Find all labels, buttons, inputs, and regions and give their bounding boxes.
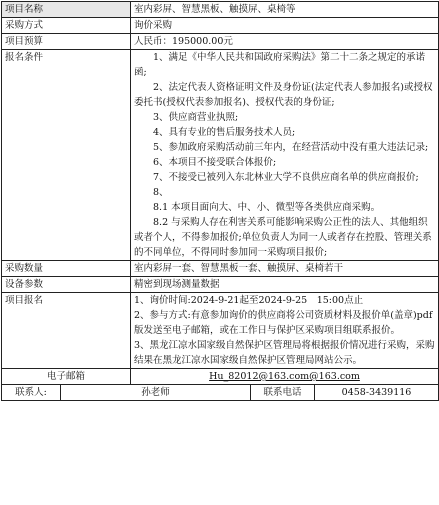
equipment-params-value: 精密到现场测量数据 bbox=[131, 277, 439, 293]
budget-value: 人民币：195000.00元 bbox=[131, 34, 439, 50]
row-quantity bbox=[2, 261, 439, 277]
requirement-item: 8、 bbox=[153, 187, 169, 198]
quantity-value: 室内彩屏一套、智慧黑板一套、触摸屏、桌椅若干 bbox=[131, 261, 439, 277]
requirements-list bbox=[131, 50, 439, 261]
procurement-notice-table bbox=[1, 1, 439, 401]
row-equipment-params bbox=[2, 277, 439, 293]
email-link[interactable]: Hu_82012@163.com@163.com bbox=[209, 371, 360, 382]
budget-label: 项目预算 bbox=[2, 34, 131, 50]
registration-label: 项目报名 bbox=[2, 293, 131, 369]
requirement-item: 4、具有专业的售后服务技术人员; bbox=[153, 127, 296, 138]
row-registration bbox=[2, 293, 439, 369]
project-name-label: 项目名称 bbox=[2, 2, 131, 18]
requirement-item: 2、法定代表人资格证明文件及身份证(法定代表人参加报名)或授权委托书(授权代表参加报名)、授权代表的身份证; bbox=[134, 82, 433, 108]
registration-item: 1、询价时间:2024-9-21起至2024-9-25 15:00点止 bbox=[134, 295, 364, 306]
registration-item: 2、参与方式:有意参加询价的供应商将公司资质材料及报价单(盖章)pdf版发送至电子邮箱，或在工作日与保护区采购项目组联系报价。 bbox=[134, 310, 433, 336]
requirement-item: 6、本项目不接受联合体报价; bbox=[153, 157, 277, 168]
requirement-item: 7、不接受已被列入东北林业大学不良供应商名单的供应商报价; bbox=[153, 172, 419, 183]
row-email bbox=[2, 369, 439, 385]
requirement-item: 5、参加政府采购活动前三年内，在经营活动中没有重大违法记录; bbox=[153, 142, 429, 153]
project-name-value: 室内彩屏、智慧黑板、触摸屏、桌椅等 bbox=[131, 2, 439, 18]
contact-phone-label: 联系电话 bbox=[251, 385, 315, 401]
procurement-method-label: 采购方式 bbox=[2, 18, 131, 34]
row-requirements bbox=[2, 50, 439, 261]
row-budget bbox=[2, 34, 439, 50]
requirement-item: 1、满足《中华人民共和国政府采购法》第二十二条之规定的承诺函; bbox=[134, 52, 426, 78]
registration-list bbox=[131, 293, 439, 369]
requirement-item: 8.1 本项目面向大、中、小、微型等各类供应商采购。 bbox=[153, 202, 381, 213]
registration-item: 3、黑龙江凉水国家级自然保护区管理局将根据报价情况进行采购，采购结果在黑龙江凉水国家级自然保护区管理局网站公示。 bbox=[134, 340, 435, 366]
row-project-name bbox=[2, 2, 439, 18]
email-label: 电子邮箱 bbox=[2, 369, 131, 385]
email-value[interactable] bbox=[131, 369, 439, 385]
row-procurement-method bbox=[2, 18, 439, 34]
contact-person-value: 孙老师 bbox=[61, 385, 251, 401]
contact-person-label: 联系人: bbox=[2, 385, 61, 401]
requirement-item: 8.2 与采购人存在利害关系可能影响采购公正性的法人、其他组织或者个人，不得参加报价;单位负责人为同一人或者存在控股、管理关系的不同单位，不得同时参加同一采购项目报价; bbox=[134, 217, 432, 258]
requirements-label: 报名条件 bbox=[2, 50, 131, 261]
row-contact bbox=[2, 385, 439, 401]
equipment-params-label: 设备参数 bbox=[2, 277, 131, 293]
procurement-method-value: 询价采购 bbox=[131, 18, 439, 34]
contact-phone-value: 0458-3439116 bbox=[315, 385, 439, 401]
quantity-label: 采购数量 bbox=[2, 261, 131, 277]
requirement-item: 3、供应商营业执照; bbox=[153, 112, 239, 123]
